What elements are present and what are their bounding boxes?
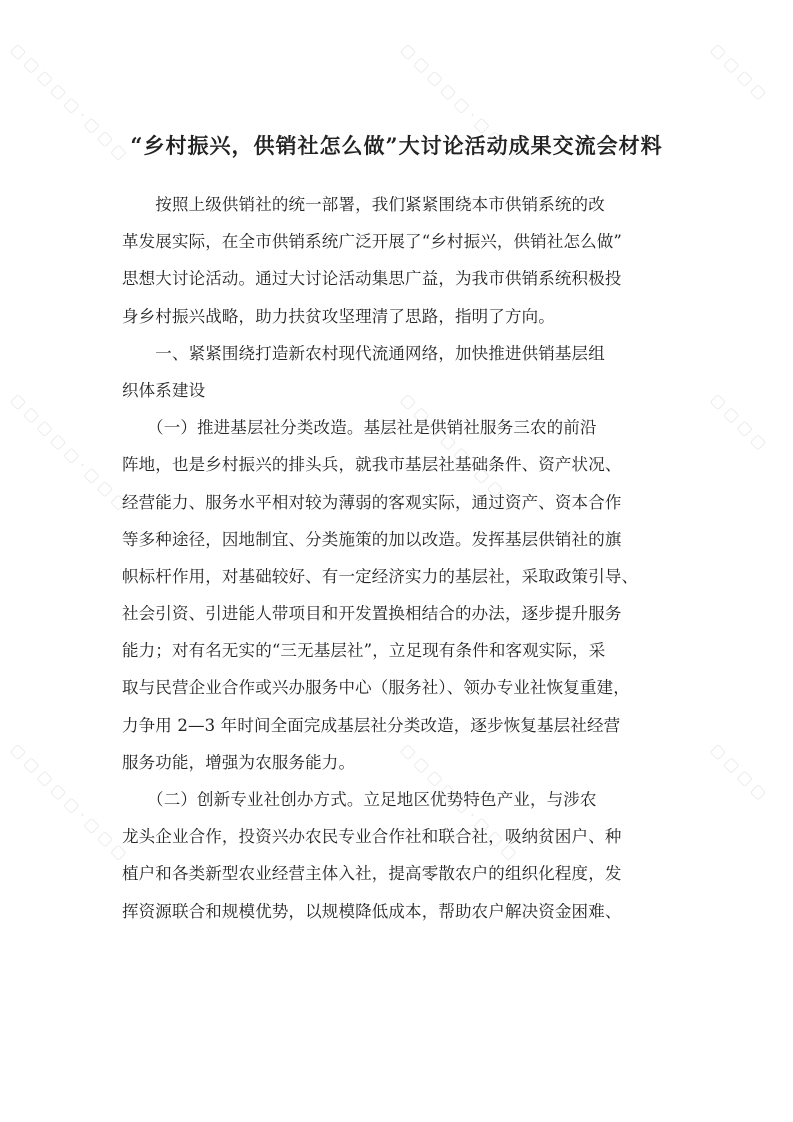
- body-line: 等多种途径，因地制宜、分类施策的加以改造。发挥基层供销社的旗: [122, 529, 622, 549]
- watermark-mark: ▢ ▢ ▢ ▢ ▢ · ▢ ▢ ▢: [397, 390, 521, 514]
- watermark-mark: ▢ ▢ ▢ ▢: [707, 40, 771, 103]
- watermark-mark: ▢ ▢ ▢ ▢: [707, 740, 771, 803]
- document-body: [122, 186, 670, 930]
- body-line: 力争用 2—3 年时间全面完成基层社分类改造，逐步恢复基层社经营: [122, 715, 621, 735]
- body-line: （二）创新专业社创办方式。立足地区优势特色产业，与涉农: [122, 790, 597, 809]
- body-line: 思想大讨论活动。通过大讨论活动集思广益，为我市供销系统积极投: [122, 269, 622, 289]
- watermark-mark: ▢ ▢ ▢ ▢ ▢ · ▢ ▢ ▢: [397, 40, 521, 164]
- watermark-mark: ▢ ▢ ▢ ▢: [707, 390, 771, 453]
- body-line: 按照上级供销社的统一部署，我们紧紧围绕本市供销系统的改: [122, 195, 605, 214]
- watermark-mark: ▢ ▢ ▢ ▢ ▢ · ▢ ▢ ▢: [7, 40, 131, 164]
- body-line: 帜标杆作用，对基础较好、有一定经济实力的基层社，采取政策引导、: [122, 566, 639, 586]
- section-heading-line: 一、紧紧围绕打造新农村现代流通网络，加快推进供销基层组: [122, 343, 605, 363]
- watermark-mark: ▢ ▢ ▢ ▢ ▢ · ▢ ▢ ▢: [7, 390, 131, 514]
- body-line: 经营能力、服务水平相对较为薄弱的客观实际，通过资产、资本合作: [122, 492, 622, 512]
- body-line: 社会引资、引进能人带项目和开发置换相结合的办法，逐步提升服务: [122, 604, 622, 624]
- body-line: 阵地，也是乡村振兴的排头兵，就我市基层社基础条件、资产状况、: [122, 455, 622, 475]
- body-line: 革发展实际，在全市供销系统广泛开展了“乡村振兴，供销社怎么做”: [122, 232, 623, 252]
- watermark-mark: ▢ ▢ ▢ ▢ ▢ · ▢ ▢ ▢: [397, 740, 521, 864]
- section-heading-line: 织体系建设: [122, 380, 206, 400]
- body-line: 服务功能，增强为农服务能力。: [122, 752, 356, 772]
- document-title: “乡村振兴，供销社怎么做”大讨论活动成果交流会材料: [130, 133, 663, 158]
- body-line: 龙头企业合作，投资兴办农民专业合作社和联合社，吸纳贫困户、种: [122, 827, 622, 847]
- body-line: （一）推进基层社分类改造。基层社是供销社服务三农的前沿: [122, 418, 597, 438]
- body-line: 植户和各类新型农业经营主体入社，提高零散农户的组织化程度，发: [122, 864, 622, 884]
- body-line: 能力；对有名无实的“三无基层社”，立足现有条件和客观实际，采: [122, 641, 606, 661]
- body-line: 身乡村振兴战略，助力扶贫攻坚理清了思路，指明了方向。: [122, 306, 555, 326]
- body-line: 取与民营企业合作或兴办服务中心（服务社）、领办专业社恢复重建，: [122, 678, 630, 698]
- body-line: 挥资源联合和规模优势，以规模降低成本，帮助农户解决资金困难、: [122, 901, 622, 921]
- watermark-mark: ▢ ▢ ▢ ▢ ▢ · ▢ ▢ ▢: [7, 740, 131, 864]
